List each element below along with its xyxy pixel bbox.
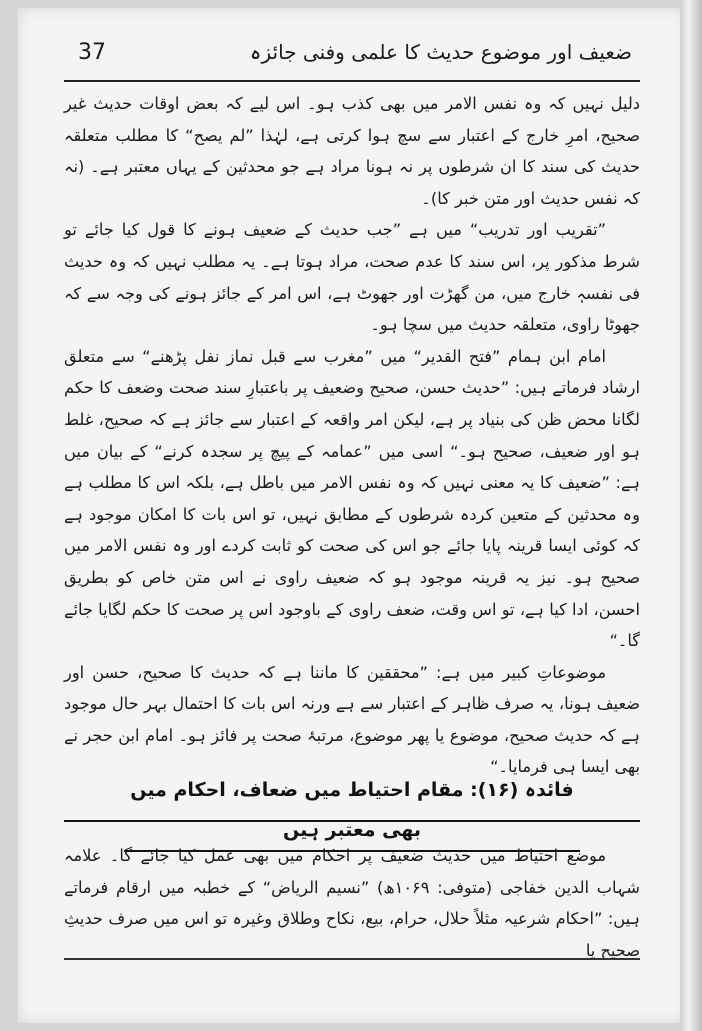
paragraph: دلیل نہیں کہ وہ نفس الامر میں بھی کذب ہو۔ اس لیے کہ بعض اوقات حدیث غیر صحیح، امرِ خارج کے اعتبار سے سچ ہوا کرتی ہے، لہٰذا ”لم یصح“ کا مطلب متعلقہ حدیث کی سند کا ان شرطوں پر نہ ہونا مراد ہے جو محدثین کے یہاں معتبر ہے۔ (نہ کہ نفس حدیث اور متن خبر کا)۔ [64,94,640,208]
section-heading-block [124,770,580,841]
paragraph: موضوعاتِ کبیر میں ہے: ”محققین کا ماننا ہے کہ حدیث کا صحیح، حسن اور ضعیف ہونا، یہ صرف ظاہر کے اعتبار سے ہے ورنہ اس بات کا احتمال بہر حال موجود ہے کہ حدیث صحیح، موضوع یا پھر موضوع، مرتبۂ صحت پر فائز ہو۔ امام ابن حجر نے بھی ایسا ہی فرمایا۔“ [64,662,640,777]
paragraph: ”تقریب اور تدریب“ میں ہے ”جب حدیث کے ضعیف ہونے کا قول کیا جائے تو شرط مذکور پر، اس سند کا عدم صحت، مراد ہوتا ہے۔ یہ مطلب نہیں کہ وہ حدیث فی نفسہٖ خارج میں، من گھڑت اور جھوٹ ہے، اس امر کے جائز ہونے کی وجہ سے کہ جھوٹا راوی، متعلقہ حدیث میں سچا ہو۔ [64,220,640,335]
paragraph: امام ابن ہمام ”فتح القدیر“ میں ”مغرب سے قبل نماز نفل پڑھنے“ سے متعلق ارشاد فرماتے ہیں: ”حدیث حسن، صحیح وضعیف پر باعتبارِ سند صحت وضعف کا حکم لگانا محض ظن کی بنیاد پر ہے، لیکن امر واقعہ کے اعتبار سے جائز ہے کہ صحیح، غلط ہو اور ضعیف، صحیح ہو۔“ اسی میں ”عمامہ کے پیچ پر سجدہ کرنے“ کے بیان میں ہے: ”ضعیف کا یہ معنی نہیں کہ وہ نفس الامر میں باطل ہے، بلکہ اس کا مطلب ہے وہ محدثین کے متعین کردہ شرطوں کے مطابق نہیں، تو اس بات کا امکان موجود ہے کہ کوئی ایسا قرینہ پایا جائے جو اس کی صحت کو ثابت کردے اور وہ نفس الامر میں صحیح ہو۔ نیز یہ قرینہ موجود ہو کہ ضعیف راوی نے اس متن خاص کو بطریق احسن، ادا کیا ہے، تو اس وقت، ضعف راوی کے باوجود اس پر صحت کا حکم لگایا جائے گا۔“ [64,346,640,651]
section-heading: فائدہ (۱۶): مقام احتیاط میں ضعاف، احکام میں بھی معتبر ہیں [124,770,580,852]
paragraph: موضع احتیاط میں حدیث ضعیف پر احکام میں بھی عمل کیا جائے گا۔ علامہ شہاب الدین خفاجی (متوفی: ۱۰۶۹ھ) ”نسیم الریاض“ کے خطبہ میں ارقام فرماتے ہیں: ”احکام شرعیہ مثلاً حلال، حرام، بیع، نکاح وطلاق وغیرہ تو اس میں صرف حدیثِ صحیح یا [64,846,640,960]
page-number: 37 [78,40,106,65]
running-title: ضعیف اور موضوع حدیث کا علمی وفنی جائزہ [249,40,632,64]
page-header [64,30,640,82]
closing-text [64,840,640,966]
divider [64,820,640,822]
main-text [64,88,640,783]
book-spine [680,0,702,1031]
footer-divider [64,958,640,960]
